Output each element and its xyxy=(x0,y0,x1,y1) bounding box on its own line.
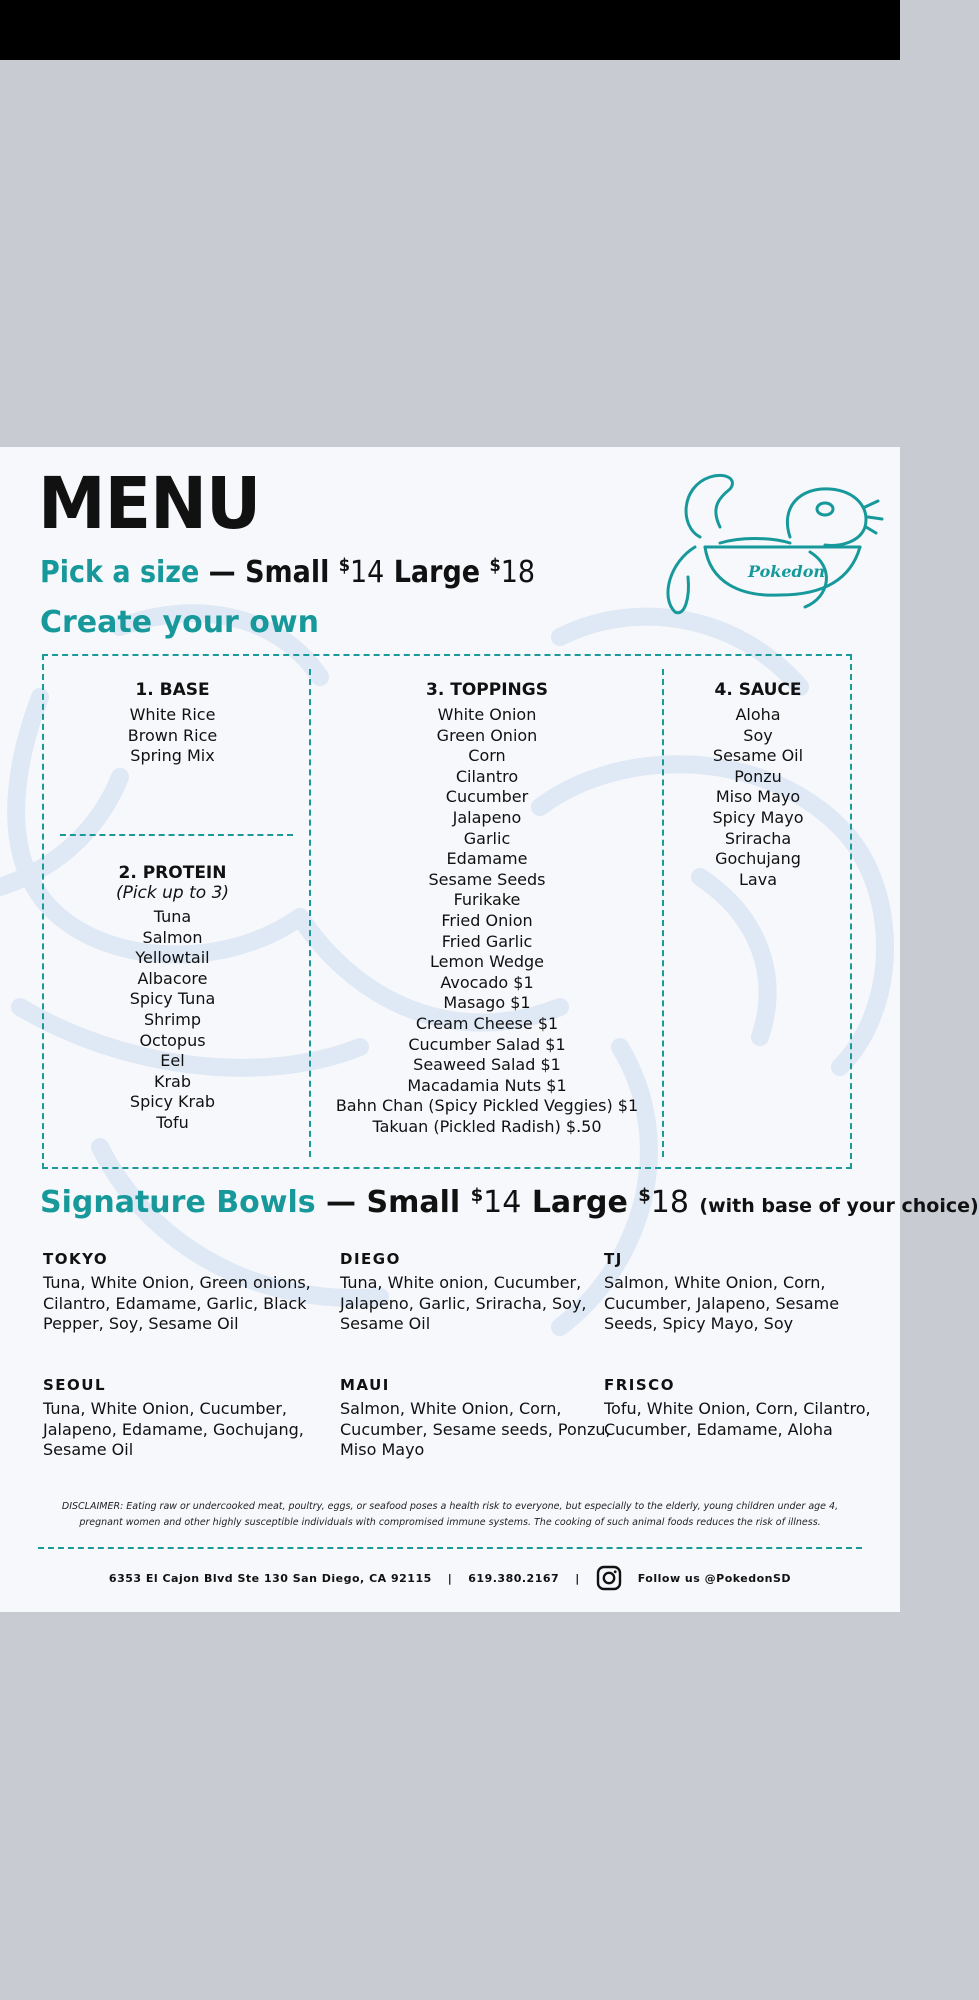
divider-1 xyxy=(309,669,311,1157)
create-your-own-heading: Create your own xyxy=(40,605,319,640)
protein-item: Yellowtail xyxy=(135,948,210,968)
protein-item: Octopus xyxy=(139,1030,206,1050)
protein-list xyxy=(60,907,285,1134)
sauce-item: Sesame Oil xyxy=(712,746,804,766)
topping-item: White Onion xyxy=(437,705,537,724)
bowl-card xyxy=(604,1376,894,1440)
protein-title: 2. PROTEIN xyxy=(118,863,227,883)
bowl-description: Salmon, White Onion, Corn, Cucumber, Sesame seeds, Ponzu, Miso Mayo xyxy=(340,1399,611,1459)
topping-item: Macadamia Nuts $1 xyxy=(407,1075,567,1095)
protein-item: Tofu xyxy=(156,1112,189,1132)
bowl-description: Tuna, White onion, Cucumber, Jalapeno, Garlic, Sriracha, Soy, Sesame Oil xyxy=(340,1273,587,1333)
instagram-icon[interactable] xyxy=(596,1565,622,1591)
topping-item: Cucumber Salad $1 xyxy=(408,1034,566,1054)
dash: — xyxy=(326,1185,357,1220)
signature-bowls-line xyxy=(40,1185,979,1220)
base-list xyxy=(60,705,285,767)
bowl-card xyxy=(43,1250,333,1335)
sauce-column xyxy=(670,680,846,890)
large-price: 18 xyxy=(650,1185,689,1220)
topping-item: Corn xyxy=(468,746,506,766)
topping-item: Lemon Wedge xyxy=(430,952,544,972)
bowl-card xyxy=(604,1250,894,1335)
protein-item: Albacore xyxy=(137,968,208,988)
sauce-item: Soy xyxy=(743,725,773,745)
dash: — xyxy=(208,555,236,590)
separator: | xyxy=(575,1571,580,1585)
bowl-name: TOKYO xyxy=(43,1250,109,1268)
signature-label: Signature Bowls xyxy=(40,1185,316,1220)
small-label: Small xyxy=(366,1185,461,1220)
sauce-item: Sriracha xyxy=(724,828,792,848)
pick-size-line xyxy=(40,555,535,590)
base-item: Spring Mix xyxy=(130,746,215,766)
menu-title: MENU xyxy=(38,463,261,546)
toppings-list xyxy=(318,705,656,1137)
bowl-description: Tuna, White Onion, Green onions, Cilantro, Edamame, Garlic, Black Pepper, Soy, Sesame Oil xyxy=(43,1273,311,1333)
toppings-column xyxy=(318,680,656,1137)
topping-item: Garlic xyxy=(463,828,511,848)
large-currency: $ xyxy=(489,555,501,576)
topping-item: Sesame Seeds xyxy=(428,869,546,889)
bowl-card xyxy=(340,1250,630,1335)
divider-2 xyxy=(662,669,664,1157)
bowl-name: MAUI xyxy=(340,1376,390,1394)
phone[interactable]: 619.380.2167 xyxy=(468,1571,560,1585)
sauce-item: Gochujang xyxy=(715,849,801,869)
disclaimer-line: DISCLAIMER: Eating raw or undercooked meat, poultry, eggs, or seafood poses a health risk to everyone, but especially to the elderly, young children under age 4, xyxy=(61,1501,839,1512)
large-label: Large xyxy=(531,1185,628,1220)
bowl-description: Tofu, White Onion, Corn, Cilantro, Cucumber, Edamame, Aloha xyxy=(604,1399,871,1439)
base-item: Brown Rice xyxy=(127,725,218,745)
large-label: Large xyxy=(393,555,481,590)
disclaimer-line: pregnant women and other highly susceptible individuals with compromised immune systems. The cooking of such animal foods reduces the risk of illness. xyxy=(79,1517,821,1528)
sauce-item: Ponzu xyxy=(734,766,782,786)
small-currency: $ xyxy=(470,1185,484,1206)
topping-item: Masago $1 xyxy=(443,993,531,1013)
pick-size-label: Pick a size xyxy=(40,555,200,590)
topping-item: Fried Onion xyxy=(441,910,533,930)
topping-item: Cream Cheese $1 xyxy=(415,1013,559,1033)
sauce-item: Aloha xyxy=(735,705,781,724)
small-price: 14 xyxy=(350,555,385,590)
protein-item: Eel xyxy=(160,1051,185,1071)
bowl-card xyxy=(43,1376,333,1461)
toppings-title: 3. TOPPINGS xyxy=(426,680,548,700)
protein-column xyxy=(60,863,285,1134)
bowl-name: SEOUL xyxy=(43,1376,107,1394)
protein-item: Tuna xyxy=(153,907,192,926)
sauce-title: 4. SAUCE xyxy=(714,680,802,700)
pokedon-turtle-logo xyxy=(660,467,885,617)
small-currency: $ xyxy=(338,555,350,576)
topping-item: Seaweed Salad $1 xyxy=(413,1055,561,1075)
bowl-description: Tuna, White Onion, Cucumber, Jalapeno, Edamame, Gochujang, Sesame Oil xyxy=(43,1399,304,1459)
topping-item: Edamame xyxy=(446,849,528,869)
topping-item: Takuan (Pickled Radish) $.50 xyxy=(372,1116,602,1136)
disclaimer xyxy=(50,1499,850,1531)
bowl-name: TJ xyxy=(604,1250,623,1268)
topping-item: Bahn Chan (Spicy Pickled Veggies) $1 xyxy=(335,1096,639,1116)
protein-item: Spicy Tuna xyxy=(129,989,216,1009)
protein-item: Krab xyxy=(153,1071,192,1091)
topping-item: Fried Garlic xyxy=(441,931,533,951)
follow-us[interactable]: Follow us @PokedonSD xyxy=(637,1571,792,1585)
bowl-name: FRISCO xyxy=(604,1376,675,1394)
logo-text: Pokedon xyxy=(748,562,826,581)
topping-item: Green Onion xyxy=(436,725,538,745)
bowl-description: Salmon, White Onion, Corn, Cucumber, Jalapeno, Sesame Seeds, Spicy Mayo, Soy xyxy=(604,1273,840,1333)
topping-item: Cilantro xyxy=(455,766,519,786)
topping-item: Furikake xyxy=(453,890,521,910)
top-black-bar xyxy=(0,0,900,60)
protein-subtitle: (Pick up to 3) xyxy=(115,883,230,903)
footer xyxy=(0,1565,900,1591)
base-item: White Rice xyxy=(129,705,216,724)
sauce-item: Spicy Mayo xyxy=(712,807,804,827)
separator: | xyxy=(447,1571,453,1585)
protein-item: Salmon xyxy=(142,927,203,947)
address: 6353 El Cajon Blvd Ste 130 San Diego, CA 92115 xyxy=(108,1571,432,1585)
large-price: 18 xyxy=(500,555,536,590)
bowl-name: DIEGO xyxy=(340,1250,401,1268)
topping-item: Cucumber xyxy=(445,787,529,807)
small-label: Small xyxy=(245,555,330,590)
divider-base-protein xyxy=(60,834,293,836)
menu-card xyxy=(0,447,979,1612)
topping-item: Jalapeno xyxy=(452,807,522,827)
large-currency: $ xyxy=(638,1185,651,1206)
protein-item: Shrimp xyxy=(143,1009,202,1029)
protein-item: Spicy Krab xyxy=(129,1092,216,1112)
sauce-item: Miso Mayo xyxy=(715,787,801,807)
topping-item: Avocado $1 xyxy=(440,972,534,992)
base-title: 1. BASE xyxy=(135,680,210,700)
bowl-card xyxy=(340,1376,630,1461)
base-column xyxy=(60,680,285,767)
sauce-list xyxy=(670,705,846,890)
footer-divider xyxy=(38,1547,862,1549)
sauce-item: Lava xyxy=(739,869,777,889)
small-price: 14 xyxy=(483,1185,522,1220)
signature-note: (with base of your choice) xyxy=(699,1195,979,1217)
